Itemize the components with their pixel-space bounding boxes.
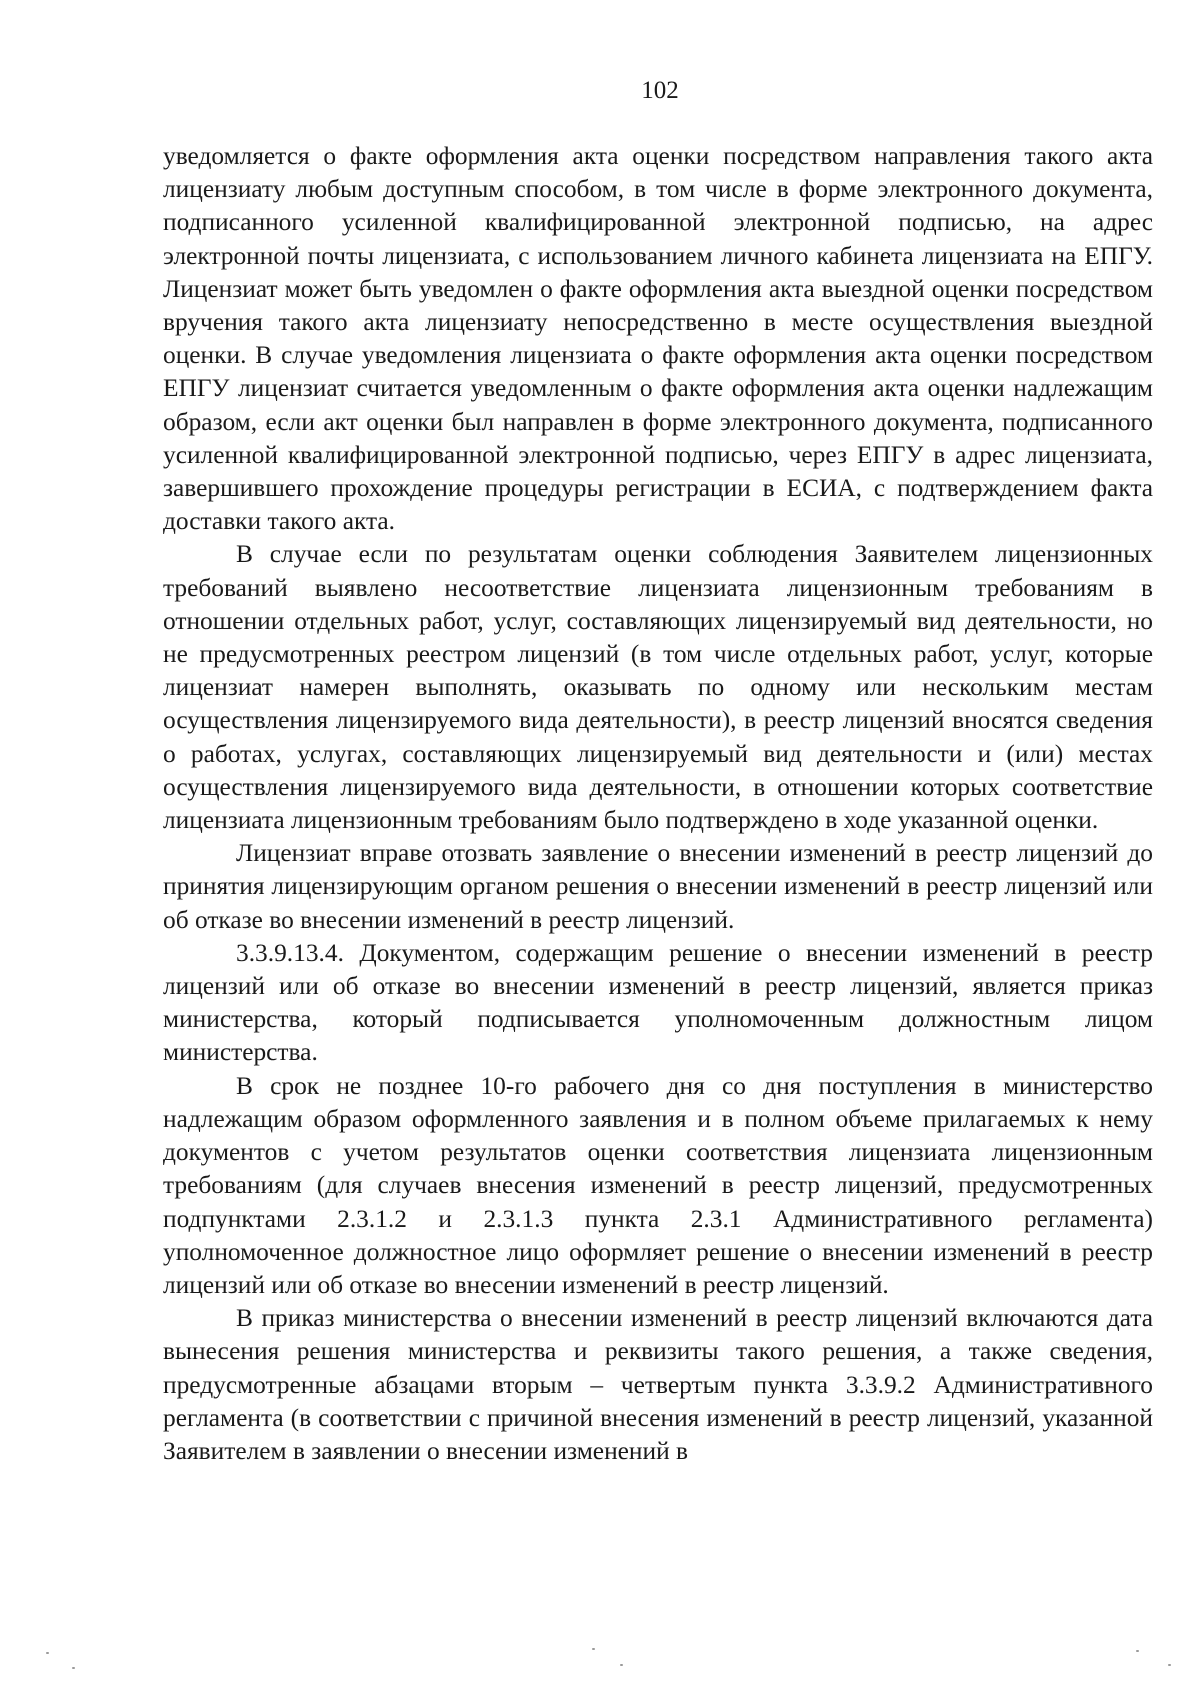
paragraph: 3.3.9.13.4. Документом, содержащим решение о внесении изменений в реестр лицензий или об отказе во внесении изменений в реестр лицензий, является приказ министерства, который подписывается уполномоченным должностным лицом министерства. bbox=[163, 938, 1153, 1067]
scan-speck bbox=[46, 1652, 49, 1654]
paragraph: В приказ министерства о внесении изменений в реестр лицензий включаются дата вынесения решения министерства и реквизиты такого решения, а также сведения, предусмотренные абзацами вторым – четвертым пункта 3.3.9.2 Административного регламента (в соответствии с причиной внесения изменений в реестр лицензий, указанной Заявителем в заявлении о внесении изменений в bbox=[163, 1304, 1153, 1465]
page-number: 102 bbox=[641, 77, 679, 104]
paragraph: Лицензиат вправе отозвать заявление о внесении изменений в реестр лицензий до принятия лицензирующим органом решения о внесении изменений в реестр лицензий или об отказе во внесении изменений в реестр лицензий. bbox=[163, 839, 1153, 934]
paragraph: В срок не позднее 10-го рабочего дня со дня поступления в министерство надлежащим образом оформленного заявления и в полном объеме прилагаемых к нему документов с учетом результатов оценки соответствия лицензиата лицензионным требованиям (для случаев внесения изменений в реестр лицензий, предусмотренных подпунктами 2.3.1.2 и 2.3.1.3 пункта 2.3.1 Административного регламента) уполномоченное должностное лицо оформляет решение о внесении изменений в реестр лицензий или об отказе во внесении изменений в реестр лицензий. bbox=[163, 1071, 1153, 1299]
paragraph-continuation: уведомляется о факте оформления акта оценки посредством направления такого акта лицензиату любым доступным способом, в том числе в форме электронного документа, подписанного усиленной квалифицированной электронной подписью, на адрес электронной почты лицензиата, с использованием личного кабинета лицензиата на ЕПГУ. Лицензиат может быть уведомлен о факте оформления акта выездной оценки посредством вручения такого акта лицензиату непосредственно в месте осуществления выездной оценки. В случае уведомления лицензиата о факте оформления акта оценки посредством ЕПГУ лицензиат считается уведомленным о факте оформления акта оценки надлежащим образом, если акт оценки был направлен в форме электронного документа, подписанного усиленной квалифицированной электронной подписью, через ЕПГУ в адрес лицензиата, завершившего прохождение процедуры регистрации в ЕСИА, с подтверждением факта доставки такого акта. bbox=[163, 142, 1153, 536]
scan-speck bbox=[592, 1648, 595, 1650]
scan-speck bbox=[1136, 1650, 1139, 1652]
scan-speck bbox=[620, 1664, 623, 1666]
paragraph: В случае если по результатам оценки соблюдения Заявителем лицензионных требований выявлено несоответствие лицензиата лицензионным требованиям в отношении отдельных работ, услуг, составляющих лицензируемый вид деятельности, но не предусмотренных реестром лицензий (в том числе отдельных работ, услуг, которые лицензиат намерен выполнять, оказывать по одному или нескольким местам осуществления лицензируемого вида деятельности), в реестр лицензий вносятся сведения о работах, услугах, составляющих лицензируемый вид деятельности и (или) местах осуществления лицензируемого вида деятельности, в отношении которых соответствие лицензиата лицензионным требованиям было подтверждено в ходе указанной оценки. bbox=[163, 540, 1153, 835]
body-text bbox=[163, 140, 1153, 1468]
scan-speck bbox=[72, 1667, 75, 1669]
scan-speck bbox=[1168, 1664, 1171, 1666]
